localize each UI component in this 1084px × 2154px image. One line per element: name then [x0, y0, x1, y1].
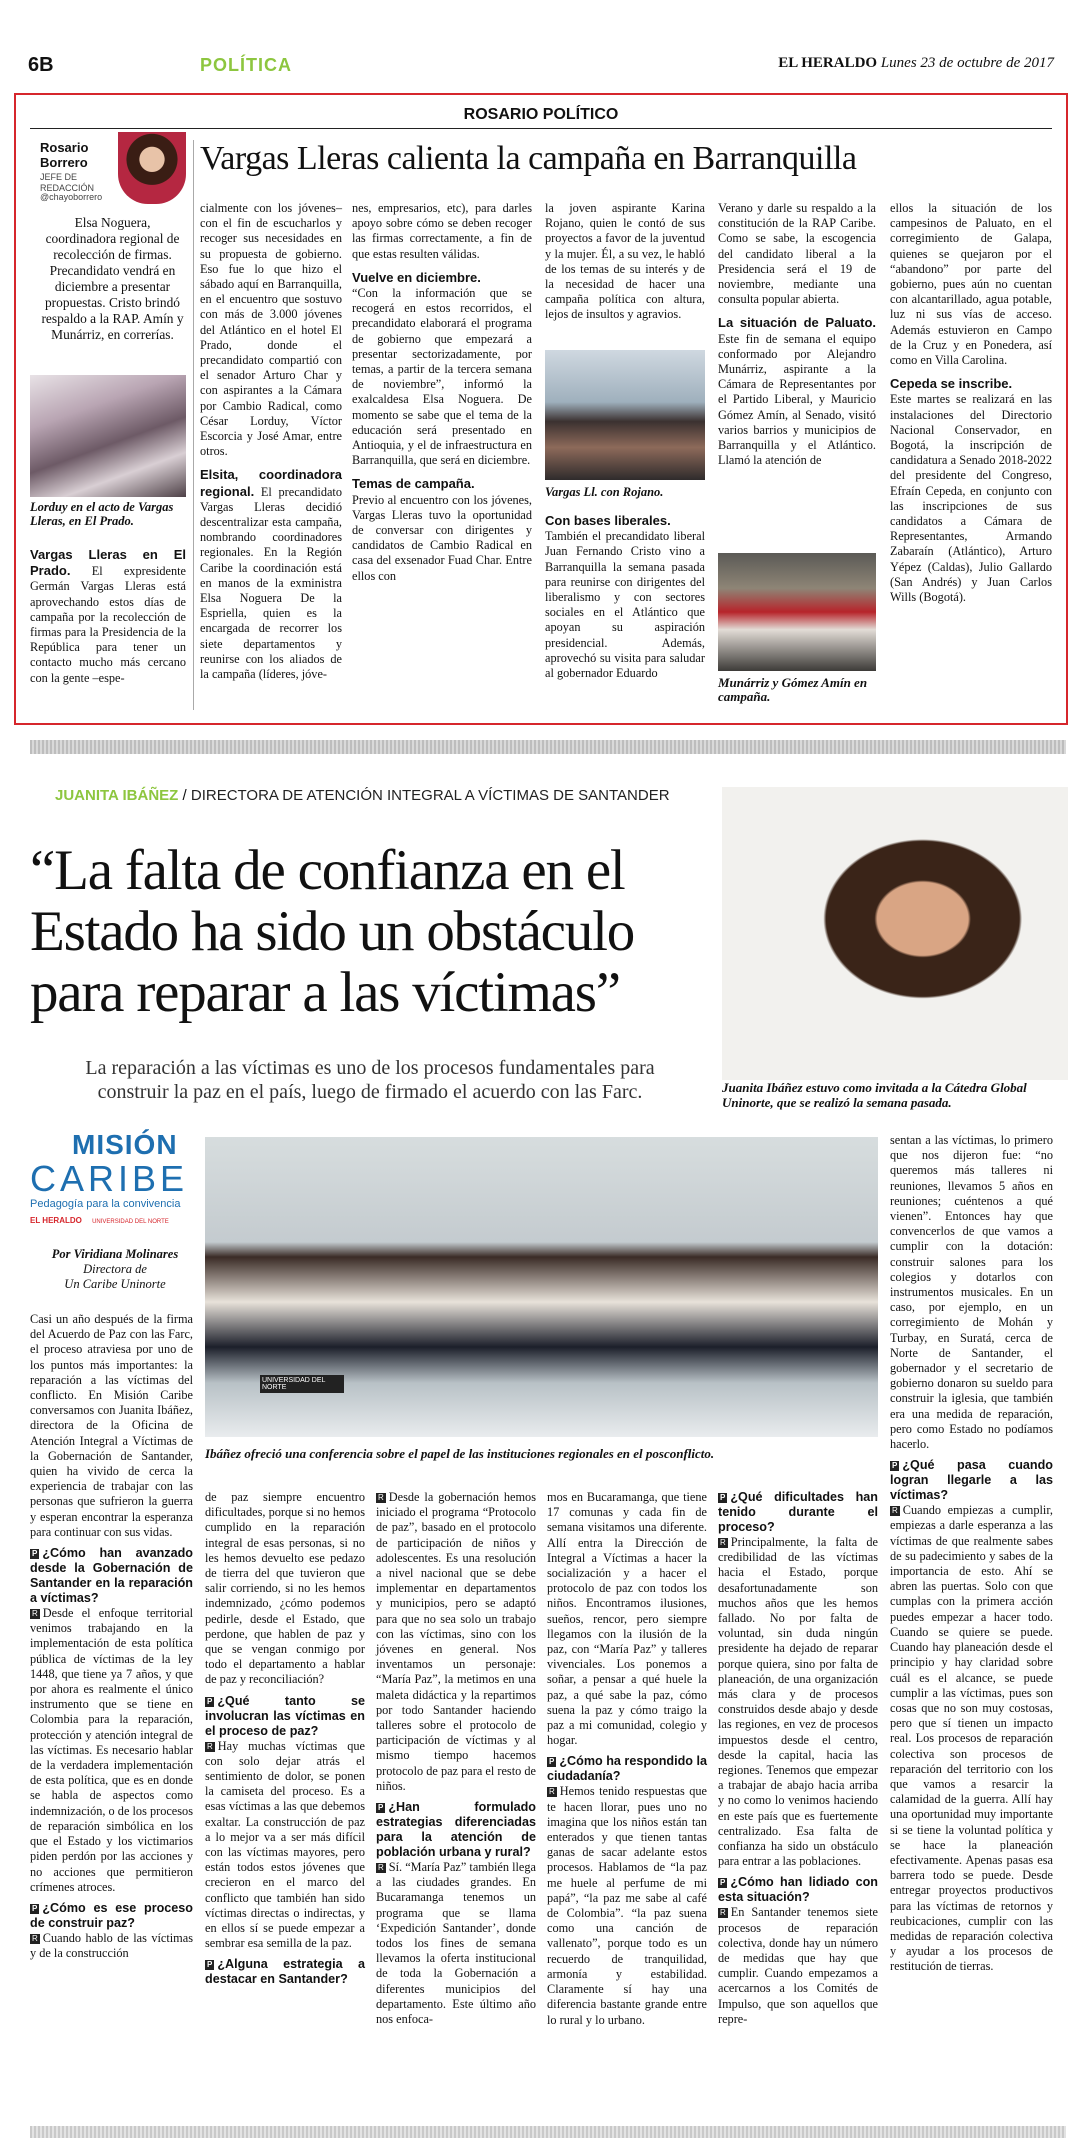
column-3-text-a: nes, empresarios, etc), para darles apoyo sobre cómo se deben recoger las firmas correctamente, a fin de que estas resulten válidas.: [352, 201, 532, 261]
photo-lorduy: [30, 375, 186, 497]
author-handle: @chayoborrero: [40, 192, 103, 202]
logo-word-mision: MISIÓN: [72, 1129, 178, 1160]
byline-role: DIRECTORA DE ATENCIÓN INTEGRAL A VÍCTIMAS DE SANTANDER: [190, 787, 670, 804]
rosario-column-3: [352, 201, 532, 584]
column-6-text-a: ellos la situación de los campesinos de Paluato, en el corregimiento de Galapa, quienes se quejaron por el “abandono” por parte del gobierno, pues aún no cuentan con alcantarillado, agua potable, luz ni sus vías de acceso. Además estuvieron en Campo de la Cruz y en Ponedera, así como en Villa Carolina.: [890, 201, 1052, 368]
column-4-text-b: También el precandidato liberal Juan Fernando Cristo vino a Barranquilla la semana pasada para reunirse con dirigentes del liberalismo y con sectores sociales en el Atlántico que apoyan su aspiración presidencial. Además, aprovechó su visita para saludar al gobernador Eduardo: [545, 529, 705, 681]
question-9: ¿Qué pasa cuando logran llegarle a las víctimas?: [890, 1458, 1053, 1503]
column-5-text-a: Verano y darle su respaldo a la constitución de la RAP Caribe. Como se sabe, la escogencia del candidato liberal a la Presidencia será el 19 de noviembre, mediante una consulta popular abierta.: [718, 201, 876, 307]
interview-byline: [55, 787, 670, 804]
photo-lorduy-caption: Lorduy en el acto de Vargas Lleras, en El Prado.: [30, 500, 174, 528]
question-8: ¿Cómo han lidiado con esta situación?: [718, 1875, 878, 1905]
column-2-text-b: El precandidato Vargas Lleras decidió descentralizar esta campaña, nombrando coordinadores regionales. En la Región Caribe la coordinación está en manos de la exministra Elsa Noguera De la Espriella, quien es la encargada de recorrer los siete departamentos y reunirse con los aliados de la campaña (líderes, jóve-: [200, 484, 342, 682]
section-name: POLÍTICA: [200, 55, 292, 75]
logo-partner-uninorte: UNIVERSIDAD DEL NORTE: [92, 1219, 169, 1225]
answer-8: En Santander tenemos siete procesos de reparación colectiva, donde hay un número de medidas que hay que cumplir. Cuando empezamos a acercarnos a los Comités de Impulso, que son aquellos que repre-: [718, 1905, 878, 2026]
author-portrait: [118, 132, 186, 204]
masthead: EL HERALDO: [778, 55, 878, 71]
answer-1: Desde el enfoque territorial venimos trabajando en la implementación de esta política pública de víctimas de la ley 1448, que tiene ya 7 años, y que por ahora es realmente el único instrumento que se tiene en Colombia para la reparación, protección y atención integral de las víctimas. Es necesario hablar de la verdadera implementación de esta política, que es en donde se habla de aspectos como indemnización, o de los procesos de reparación simbólica en los que el Estado y los victimarios piden perdón por las acciones y no acciones que permitieron crímenes atroces.: [30, 1606, 193, 1894]
column-6-text: sentan a las víctimas, lo primero que nos dijeron fue: “no queremos más talleres ni reuniones, llevamos 5 años en reuniones; cuéntenos a qué vienen”. Entonces hay que convencerlos de que vamos a cumplir con la dotación: construir salones para los colegios y dotarlos con instrumentos musicales. En un caso, por ejemplo, en un corregimiento de Mohán y Turbay, en Suratá, cerca de Norte de Santander, el gobernador y el secretario de gobierno donaron su sueldo para construir la iglesia, que también era una medida de reparación, pero como Estado no podíamos hacerlo.: [890, 1133, 1053, 1452]
column-5-text-b: Este fin de semana el equipo conformado por Alejandro Munárriz, aspirante a la Cámara de Representantes por el Partido Liberal, y Mauricio Gómez Amín, al Senado, visitó varios barrios y municipios de Barranquilla y el Atlántico. Llamó la atención de: [718, 331, 876, 468]
question-5: ¿Han formulado estrategias diferenciadas para la atención de población urbana y rural?: [376, 1800, 536, 1860]
byline-name: JUANITA IBÁÑEZ: [55, 787, 179, 804]
photo-vargas-rojano: [545, 350, 705, 480]
interview-portrait-caption: Juanita Ibáñez estuvo como invitada a la Cátedra Global Uninorte, que se realizó la semana pasada.: [722, 1080, 1027, 1110]
interview-portrait: [722, 787, 1068, 1080]
rosario-column-4b: [545, 513, 705, 681]
column-3-text-b: “Con la información que se recogerá en estos recorridos, el precandidato elaborará el programa de gobierno que empezará a presentar sectorizadamente, por temas, a partir de la tercera semana de noviembre”, informó la exalcaldesa Elsa Noguera. De momento se sabe que el tema de la educación será presentado en Antioquia, y el de infraestructura en Barranquilla, que será en diciembre.: [352, 286, 532, 468]
logo-word-caribe: CARIBE: [30, 1158, 189, 1199]
article-author: [30, 1247, 200, 1292]
kicker-rule: [30, 128, 1052, 129]
interview-column-5: P ¿Qué dificultades han tenido durante el proceso? R Principalmente, la falta de credibilidad de las víctimas hacia el Estado, porque desafortunadamente son muchos años que les hemos fallado. No por falta de voluntad, sin duda ningún presidente ha dejado de reparar porque quiera, sino por falta de planeación, de una organización más clara y de procesos construidos desde abajo y desde las regiones, en vez de procesos impuestos desde el centro, desde la capital, hacia las regiones. Tenemos que empezar a trabajar de abajo hacia arriba y no como lo venimos haciendo en este país que es fuertemente centralizado. Esa falta de confianza ha sido un obstáculo para entrar a las poblaciones. P ¿Cómo han lidiado con esta situación? R En Santander tenemos siete procesos de reparación colectiva, donde hay un número de medidas que hay que cumplir. Cuando empezamos a acercarnos a los Comités de Impulso, que son aquellos que repre-: [718, 1490, 878, 2026]
interview-column-4: mos en Bucaramanga, que tiene 17 comunas y cada fin de semana visitamos una diferente. Allí entra la Dirección de Integral a Víctimas a hacer la socialización y a hacer el protocolo de paz con todos los niños. Encontramos ilusiones, sueños, rencor, pero siempre llegamos con la ilusión de la paz, con “María Paz” y talleres vivenciales. Los ponemos a soñar, a pensar a qué huele la paz, a qué sabe la paz, cómo suena la paz y cómo traigo la paz a mi comunidad, colegio y hogar. P ¿Cómo ha respondido la ciudadanía? R Hemos tenido respuestas que te hacen llorar, pues uno no imagina que los niños están tan enterados y que tienen tantas ganas de sacar adelante estos procesos. Hablamos de “la paz me huele al perfume de mi papá”, “la paz me sabe al café de Colombia”. “la paz suena como una canción de vallenato”, porque todo es un recuerdo de tranquilidad, armonía y estabilidad. Claramente sí hay una diferencia bastante grande entre lo rural y lo urbano.: [547, 1490, 707, 2027]
answer-3: Hay muchas víctimas que con solo dejar atrás el sentimiento de dolor, se ponen la camiseta del proceso. Es a esas víctimas a las que debemos exaltar. La construcción de paz a lo mejor va a ser más difícil con las víctimas mayores, pero están todos estos jóvenes que crecieron en el marco del conflicto que también han sido víctimas directas o indirectas, y en ellos sí se puede empezar a sembrar esa semilla de la paz.: [205, 1738, 365, 1951]
mision-caribe-logo: [30, 1130, 200, 1235]
interview-column-2: de paz siempre encuentro dificultades, porque si no hemos cumplido en la reparación integral de esas personas, si no les hemos devuelto ese pedazo de tierra del que tuvieron que salir corriendo, si no les hemos indemnizado, ¿cómo podemos pedirle, desde el Estado, que perdone, que hablen de paz y que se vengan conmigo por todo el departamento a hablar de paz y reconciliación? P ¿Qué tanto se involucran las víctimas en el proceso de paz? R Hay muchas víctimas que con solo dejar atrás el sentimiento de dolor, se ponen la camiseta del proceso. Es a esas víctimas a las que debemos exaltar. La construcción de paz a lo mejor va a ser más difícil con las víctimas mayores, pero están todos estos jóvenes que crecieron en el marco del conflicto que también han sido víctimas directas o indirectas, y en ellos sí se puede empezar a sembrar esa semilla de la paz. P ¿Alguna estrategia a destacar en Santander?: [205, 1490, 365, 1987]
rosario-column-6: [890, 201, 1052, 605]
author-name: Rosario Borrero: [40, 140, 89, 170]
column-kicker: ROSARIO POLÍTICO: [463, 106, 619, 123]
answer-7: Principalmente, la falta de credibilidad de las víctimas hacia el Estado, porque desafortunadamente son muchos años que les hemos fallado. No por falta de voluntad, sin duda ningún presidente ha dejado de reparar porque quiera, sino por falta de planeación, de una organización más clara y de procesos construidos desde abajo y desde las regiones, en vez de procesos impuestos desde el centro, desde la capital, hacia las regiones. Tenemos que empezar a trabajar de abajo hacia arriba y no como lo venimos haciendo en este país que es fuertemente centralizado. Esa falta de confianza ha sido un obstáculo para entrar a las poblaciones.: [718, 1535, 878, 1869]
subhead-paluato: La situación de Paluato.: [718, 315, 876, 331]
subhead-vuelve-diciembre: Vuelve en diciembre.: [352, 269, 481, 285]
photo-munarriz-gomez: [718, 553, 876, 671]
rosario-headline: Vargas Lleras calienta la campaña en Barranquilla: [200, 140, 857, 177]
subhead-el-prado: Vargas Lleras en El Prado.: [30, 547, 186, 579]
interview-column-1: Casi un año después de la firma del Acuerdo de Paz con las Farc, el proceso atraviesa por uno de los puntos más importantes: la reparación a las víctimas del conflicto. En Misión Caribe conversamos con Juanita Ibáñez, directora de la Oficina de Atención Integral a Víctimas de la Gobernación de Santander, quien ha vivido de cerca la experiencia de trabajar con las personas que sufrieron la guerra y esperan encontrar la esperanza para continuar con sus vidas. P ¿Cómo han avanzado desde la Gobernación de Santander en la reparación a víctimas? R Desde el enfoque territorial venimos trabajando en la implementación de esta política pública de víctimas de la ley 1448, que tiene ya 7 años, y que por ahora es realmente el único instrumento que se tiene en Colombia para la reparación, protección y atención integral de las víctimas. Es necesario hablar de la verdadera implementación de esta política, que es en donde se habla de aspectos como indemnización, o de los procesos de reparación simbólica en los que el Estado y los victimarios piden perdón por las acciones y no acciones que permitieron crímenes atroces. P ¿Cómo es ese proceso de construir paz? R Cuando hablo de las víctimas y de la construcción: [30, 1312, 193, 1961]
laptop-label: UNIVERSIDAD DEL NORTE: [260, 1375, 344, 1393]
section-separator: [30, 740, 1066, 754]
author-line: Por Viridiana Molinares: [51, 1247, 179, 1261]
question-6: ¿Cómo ha respondido la ciudadanía?: [547, 1754, 707, 1784]
answer-2: Cuando hablo de las víctimas y de la construcción: [30, 1930, 193, 1961]
subhead-cepeda: Cepeda se inscribe.: [890, 376, 1013, 392]
photo-munarriz-gomez-caption: Munárriz y Gómez Amín en campaña.: [718, 675, 868, 704]
logo-partner-heraldo: EL HERALDO: [30, 1216, 82, 1225]
question-3: ¿Qué tanto se involucran las víctimas en el proceso de paz?: [205, 1693, 365, 1738]
column-3-text-c: Previo al encuentro con los jóvenes, Vargas Lleras tuvo la oportunidad de conversar con dirigentes y candidatos de Cambio Radical en casa del exsenador Fuad Char. Entre ellos con: [352, 492, 532, 583]
subhead-bases-liberales: Con bases liberales.: [545, 513, 671, 528]
rosario-column-4: [545, 201, 705, 323]
answer-5: Sí. “María Paz” también llega a las ciudades grandes. En Bucaramanga tenemos un programa que se llama ‘Expedición Santander’, donde todos los fines de semana llevamos la oferta institucional de toda la Gobernación a diferentes municipios del departamento. Este último año nos enfoca-: [376, 1860, 536, 2027]
page-date: Lunes 23 de octubre de 2017: [880, 55, 1054, 71]
interview-column-3: R Desde la gobernación hemos iniciado el programa “Protocolo de paz”, basado en el protocolo de participación de niños y adolescentes. Es una resolución a nivel nacional que se debe implementar en departamentos y municipios, pero se adaptó para que no sea solo un trabajo con las víctimas, sino con los jóvenes en general. Nos inventamos un personaje: “María Paz”, la metimos en una maleta didáctica y la repartimos por todo Santander haciendo talleres sobre el protocolo de participación de víctimas y al mismo tiempo hacemos protocolo de paz para el resto de niños. P ¿Han formulado estrategias diferenciadas para la atención de población urbana y rural? R Sí. “María Paz” también llega a las ciudades grandes. En Bucaramanga tenemos un programa que se llama ‘Expedición Santander’, donde todos los fines de semana llevamos la oferta institucional de toda la Gobernación a diferentes municipios del departamento. Este último año nos enfoca-: [376, 1490, 536, 2027]
author-role-line: Directora de: [83, 1262, 147, 1276]
byline-slash: /: [182, 787, 187, 804]
interview-column-6: sentan a las víctimas, lo primero que nos dijeron fue: “no queremos más talleres ni reuniones, llevamos 5 años en reuniones; cuéntenos a qué vienen”. Entonces hay que convencerlos de que vamos a cumplir con la dotación: construir salones para los colegios y dotarlos con instrumentos musicales. En un caso, por ejemplo, en un corregimiento de Mohán y Turbay, en Suratá, cerca de Norte de Santander, el gobernador y el secretario de gobierno donaron su sueldo para construir la iglesia, que también era una medida de reparación, pero como Estado no podíamos hacerlo. P ¿Qué pasa cuando logran llegarle a las víctimas? R Cuando empiezas a cumplir, empiezas a darle esperanza a las víctimas de que realmente sabes de su padecimiento y sabes de la importancia de esto. Ahí se abren las puertas. Solo con que cumplas con la primera acción puedes empezar a hacer todo. Cuando se quiere se puede. Cuando hay planeación desde el principio y hay claridad sobre cuál es el alcance, se puede cumplir a las víctimas, pues son cosas que no son muy costosas, pero que sí tienen un impacto real. Los procesos de reparación colectiva son procesos de reparación del territorio con los que vamos a resarcir la calamidad de la guerra. Allí hay una oportunidad muy importante si se tiene la voluntad política y se hace la planeación efectivamente. Apenas pasas esa barrera todo se puede. Desde entregar proyectos productivos para las víctimas de retornos y reubicaciones, cumplir con las medidas de reparación colectiva y ayudar a los procesos de restitución de tierras.: [890, 1133, 1053, 1974]
column-4-text-a: la joven aspirante Karina Rojano, quien le contó de sus proyectos a favor de la juventud y la mujer. Él, a su vez, le habló de los temas de su interés y de la necesidad de hacer una campaña política con altura, lejos de insultos y agravios.: [545, 201, 705, 322]
conference-photo-caption: Ibáñez ofreció una conferencia sobre el papel de las instituciones regionales en el posconflicto.: [205, 1446, 715, 1461]
interview-headline: “La falta de confianza en el Estado ha sido un obstáculo para reparar a las víctimas”: [30, 839, 635, 1024]
intro-text: Casi un año después de la firma del Acuerdo de Paz con las Farc, el proceso atraviesa por uno de los puntos más importantes: la reparación a las víctimas del conflicto. En Misión Caribe conversamos con Juanita Ibáñez, directora de la Oficina de Atención Integral a Víctimas de la Gobernación de Santander, quien ha vivido de cerca la experiencia de trabajar con las personas que sufrieron la guerra y esperan encontrar la esperanza para continuar con sus vidas.: [30, 1312, 193, 1539]
answer-9: Cuando empiezas a cumplir, empiezas a darle esperanza a las víctimas de que realmente sabes de su padecimiento y sabes de la importancia de esto. Ahí se abren las puertas. Solo con que cumplas con la primera acción puedes empezar a hacer todo. Cuando se quiere se puede. Cuando hay planeación desde el principio y hay claridad sobre cuál es el alcance, se puede cumplir a las víctimas, pues son cosas que no son muy costosas, pero que sí tienen un impacto real. Los procesos de reparación colectiva son procesos de reparación del territorio con los que vamos a resarcir la calamidad de la guerra. Allí hay una oportunidad muy importante si se tiene la voluntad política y se hace la planeación efectivamente. Apenas pasas esa barrera todo se puede. Desde entregar proyectos productivos para las víctimas de retornos y reubicaciones, cumplir con las medidas de reparación colectiva y ayudar a los procesos de restitución de tierras.: [890, 1503, 1053, 1974]
photo-vargas-rojano-caption: Vargas Ll. con Rojano.: [545, 485, 664, 499]
question-2: ¿Cómo es ese proceso de construir paz?: [30, 1900, 193, 1930]
column-2-text: de paz siempre encuentro dificultades, porque si no hemos cumplido en la reparación integral de esas personas, si no les hemos devuelto ese pedazo de tierra del que tuvieron que salir corriendo, si no les hemos indemnizado, ¿cómo podemos pedirle, desde el Estado, que perdone, que hablen de paz y que se vengan conmigo por todo el departamento a hablar de paz y reconciliación?: [205, 1490, 365, 1687]
column-4-text: mos en Bucaramanga, que tiene 17 comunas y cada fin de semana visitamos una diferente. Allí entra la Dirección de Integral a Víctimas a hacer la socialización y a hacer el protocolo de paz con todos los niños. Encontramos ilusiones, sueños, rencor, pero siempre llegamos con la ilusión de la paz, con “María Paz” y talleres vivenciales. Los ponemos a soñar, a pensar a qué huele la paz, a qué sabe la paz, cómo suena la paz y cómo traigo la paz a mi comunidad, colegio y hogar.: [547, 1490, 707, 1748]
page-number: 6B: [28, 54, 54, 76]
question-1: ¿Cómo han avanzado desde la Gobernación de Santander en la reparación a víctimas?: [30, 1546, 193, 1606]
column-2-text-a: cialmente con los jóvenes– con el fin de escucharlos y recoger sus necesidades en su propuesta de gobierno. Eso fue lo que hizo el sábado aquí en Barranquilla, en el encuentro que sostuvo con más de 3.000 jóvenes del Atlántico en el hotel El Prado, donde el precandidato compartió con el senador Arturo Char y con aspirantes a la Cámara por Cambio Radical, como César Lorduy, Víctor Escorcia y José Amar, entre otros.: [200, 201, 342, 459]
subhead-temas-campana: Temas de campaña.: [352, 476, 475, 492]
author-role: JEFE DE REDACCIÓN: [40, 172, 95, 193]
bottom-color-strip: [30, 2126, 1066, 2138]
answer-4: Desde la gobernación hemos iniciado el programa “Protocolo de paz”, basado en el protocolo de participación de niños y adolescentes. Es una resolución a nivel nacional que se debe implementar en departamentos y municipios, pero se adaptó para que no sea solo un trabajo con las víctimas, sino con los jóvenes en general. Nos inventamos un personaje: “María Paz”, la metimos en una maleta didáctica y la repartimos por todo Santander haciendo talleres sobre el protocolo de participación de víctimas y al mismo tiempo hacemos protocolo de paz para el resto de niños.: [376, 1490, 536, 1793]
question-7: ¿Qué dificultades han tenido durante el proceso?: [718, 1490, 878, 1534]
rosario-column-2: [200, 201, 342, 682]
column-6-text-b: Este martes se realizará en las instalaciones del Directorio Nacional Conservador, en Bogotá, la inscripción de candidatura a Senado 2018-2022 del presidente del Congreso, Efraín Cepeda, en conjunto con las inscripciones de sus candidatos a Cámara de Representantes, Armando Zabaraín (Atlántico), Arturo Yépez (Caldas), Julio Gallardo (San Andrés) y Juan Carlos Wills (Bogotá).: [890, 392, 1052, 605]
logo-tagline: Pedagogía para la convivencia: [30, 1198, 181, 1210]
rosario-column-1: [30, 547, 186, 686]
author-org-line: Un Caribe Uninorte: [64, 1277, 166, 1291]
rosario-column-5: [718, 201, 876, 468]
column-1-text: El expresidente Germán Vargas Lleras está aprovechando estos días de campaña por la recolección de firmas para la Presidencia de la República para tener un contacto mucho más cercano con la gente –espe-: [30, 564, 186, 685]
interview-deck: La reparación a las víctimas es uno de los procesos fundamentales para construir la paz en el país, luego de firmado el acuerdo con las Farc.: [85, 1057, 655, 1103]
page-header-right: [778, 55, 1054, 72]
subhead-elsita: Elsita, coordinadora regional.: [200, 467, 342, 499]
question-4: ¿Alguna estrategia a destacar en Santander?: [205, 1957, 365, 1987]
answer-6: Hemos tenido respuestas que te hacen llorar, pues uno no imagina que los niños están tan enterados y que tienen tantas ganas de sacar adelante estos procesos. Hablamos de “la paz me huele al perfume de mi papá”, “la paz me sabe al café de Colombia”. “la paz suena como una canción de vallenato”, porque todo es un recuerdo de tranquilidad, armonía y estabilidad. Claramente sí hay una diferencia bastante grande entre lo rural y lo urbano.: [547, 1784, 707, 2027]
rosario-lead: Elsa Noguera, coordinadora regional de recolección de firmas. Precandidato vendrá en diciembre a presentar propuestas. Cristo brindó respaldo a la RAP. Amín y Munárriz, en correrías.: [41, 215, 184, 342]
